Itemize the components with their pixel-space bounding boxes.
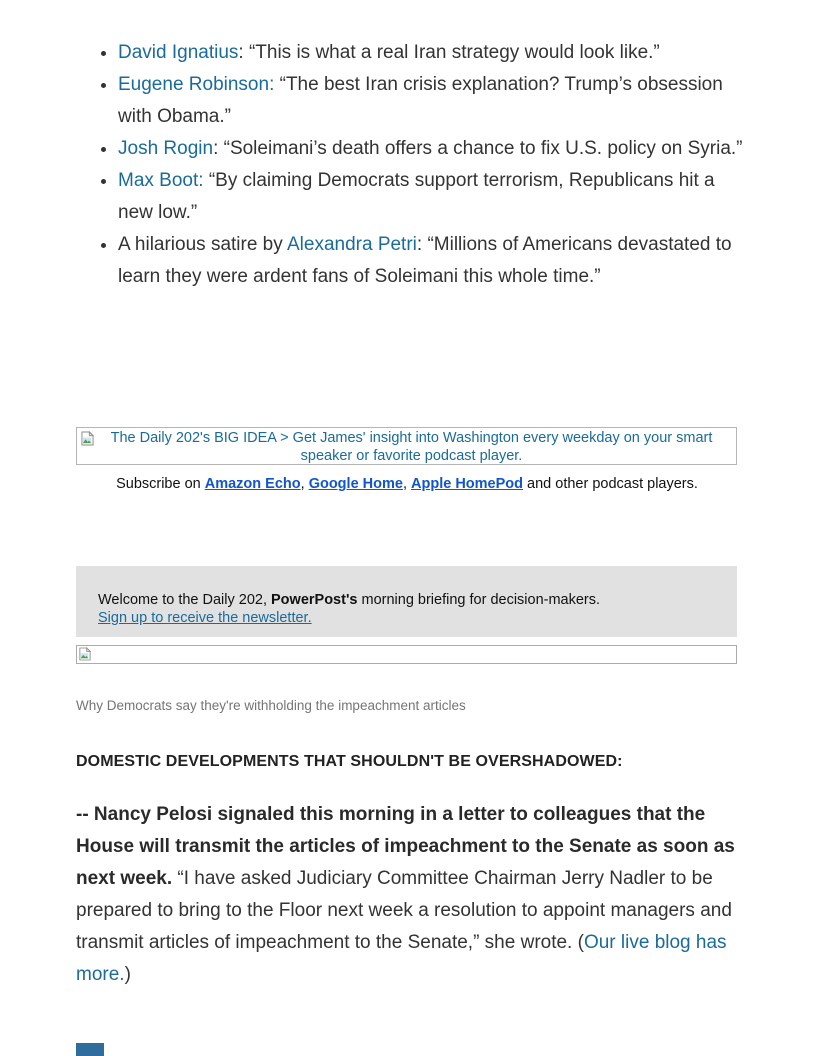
subscribe-line (76, 475, 738, 493)
subscribe-text: , (300, 476, 309, 492)
welcome-text: Welcome to the Daily 202, (98, 592, 272, 608)
google-home-link[interactable]: Google Home (308, 476, 403, 492)
paragraph-text: “I have asked Judiciary Committee Chairman Jerry Nadler to be prepared to bring to the Floor next week a resolution to appoint managers and transmit articles of impeachment to the Senate,” she wrote. ( (76, 868, 732, 953)
signup-newsletter-link[interactable]: Sign up to receive the newsletter. (98, 610, 312, 626)
body-paragraph (76, 799, 744, 991)
apple-homepod-link[interactable]: Apple HomePod (411, 476, 523, 492)
list-item-text: “The best Iran crisis explanation? Trump’s obsession with Obama.” (118, 74, 723, 127)
subscribe-text: Subscribe on (116, 476, 205, 492)
live-blog-link[interactable]: Our live blog has more. (76, 932, 727, 985)
powerpost-label: PowerPost's (271, 592, 358, 608)
podcast-banner[interactable] (76, 427, 737, 465)
opinion-author-link[interactable]: David Ignatius (118, 42, 239, 63)
list-item-text: “By claiming Democrats support terrorism, Republicans hit a new low.” (118, 170, 715, 223)
welcome-text: morning briefing for decision-makers. (357, 592, 601, 608)
opinion-author-link[interactable]: Eugene Robinson: (118, 74, 275, 95)
paragraph-bold-lead: -- Nancy Pelosi signaled this morning in a letter to colleagues that the House will transmit the articles of impeachment to the Senate as soon as next week. (76, 804, 735, 889)
paragraph-text: ) (124, 964, 131, 985)
broken-image-icon[interactable] (81, 431, 94, 446)
amazon-echo-link[interactable]: Amazon Echo (204, 476, 301, 492)
list-item (118, 229, 748, 293)
welcome-box (76, 566, 737, 637)
clipped-blue-image (76, 1043, 104, 1056)
list-item-prefix: A hilarious satire by (118, 234, 287, 255)
opinion-author-link[interactable]: Max Boot: (118, 170, 204, 191)
video-caption: Why Democrats say they're withholding the impeachment articles (76, 698, 466, 713)
opinion-bullet-list (76, 37, 748, 293)
subscribe-text: , (402, 476, 412, 492)
list-item (118, 133, 748, 165)
section-heading: DOMESTIC DEVELOPMENTS THAT SHOULDN'T BE OVERSHADOWED: (76, 753, 623, 770)
broken-image-icon[interactable] (79, 647, 91, 661)
list-item (118, 69, 748, 133)
list-item-text: : “Millions of Americans devastated to learn they were ardent fans of Soleimani this whole time.” (118, 234, 732, 287)
list-item (118, 165, 748, 229)
list-item (118, 37, 748, 69)
list-item-text: : “This is what a real Iran strategy would look like.” (238, 42, 660, 63)
subscribe-text: and other podcast players. (523, 476, 698, 492)
podcast-banner-link[interactable]: The Daily 202's BIG IDEA > Get James' insight into Washington every weekday on your smart speaker or favorite podcast player. (110, 430, 713, 464)
media-placeholder[interactable] (76, 645, 737, 664)
opinion-author-link[interactable]: Alexandra Petri (286, 234, 417, 255)
list-item-text: : “Soleimani’s death offers a chance to fix U.S. policy on Syria.” (213, 138, 743, 159)
opinion-author-link[interactable]: Josh Rogin (118, 138, 214, 159)
